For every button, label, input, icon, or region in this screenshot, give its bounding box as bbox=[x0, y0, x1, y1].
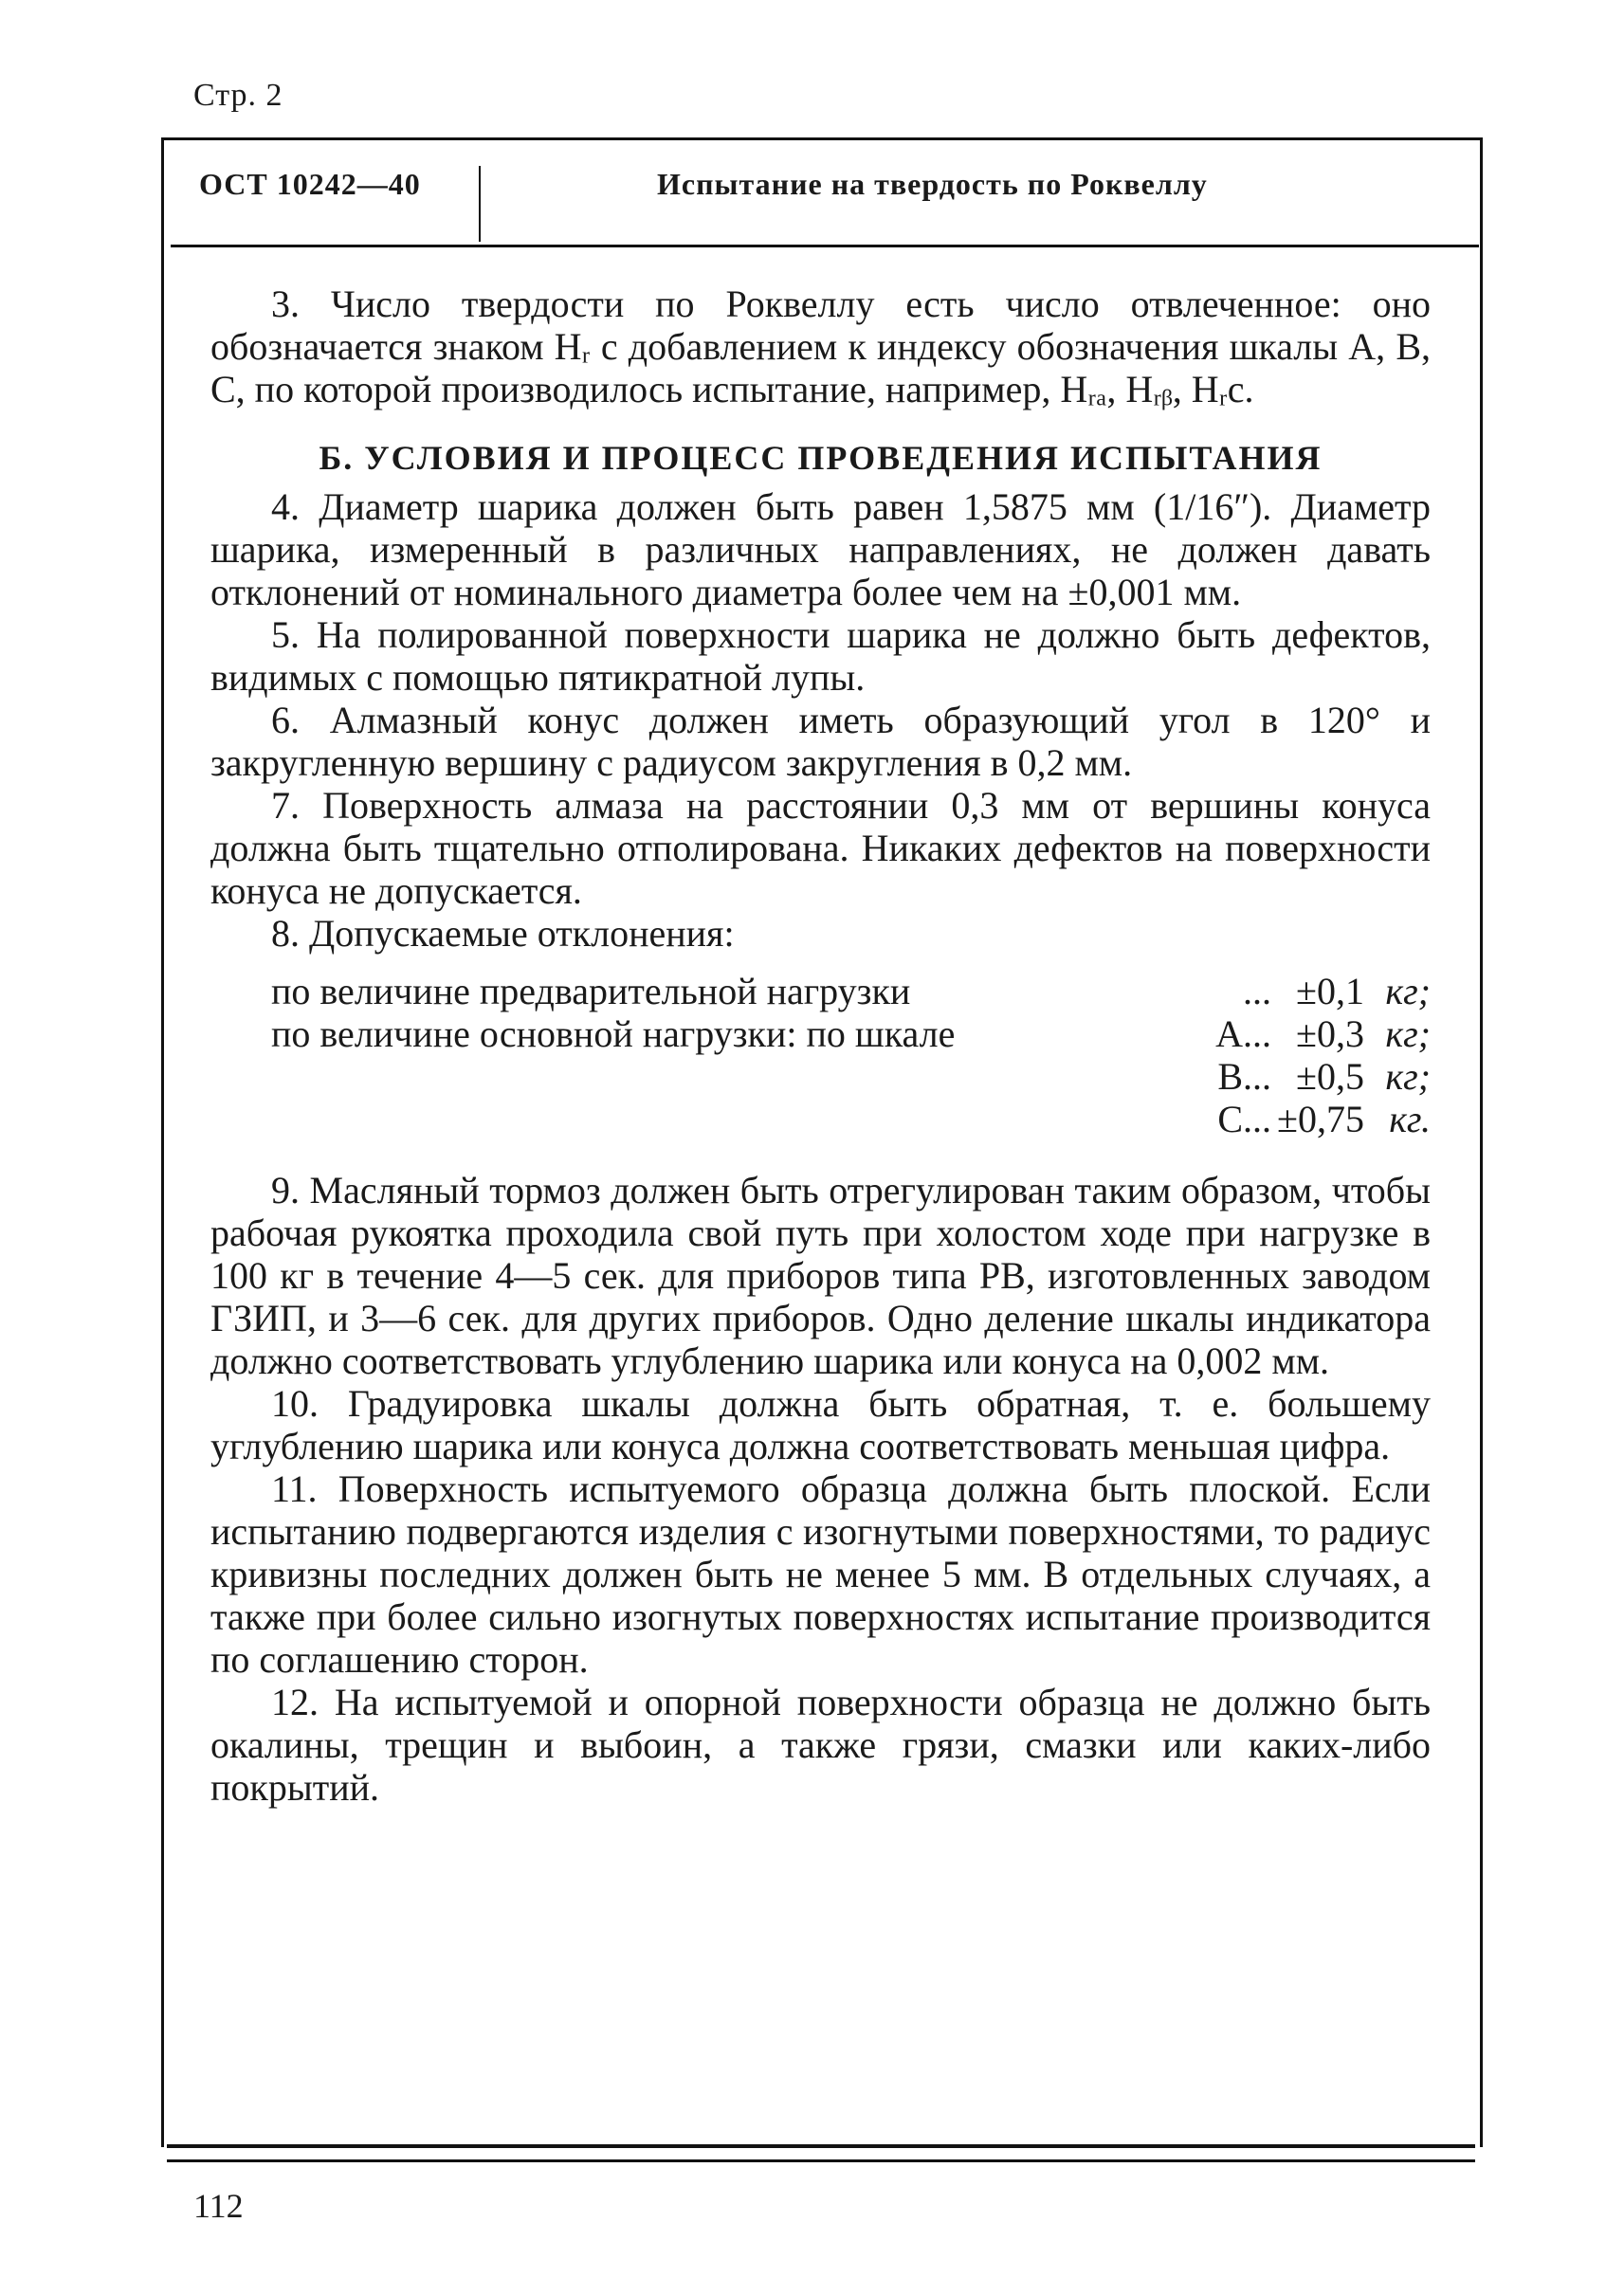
section-heading-b: Б. УСЛОВИЯ И ПРОЦЕСС ПРОВЕДЕНИЯ ИСПЫТАНИЯ bbox=[319, 439, 1323, 477]
header-top-rule bbox=[161, 137, 1480, 140]
deviation-value: ±0,3 bbox=[1296, 1012, 1364, 1055]
page-label: Стр. 2 bbox=[193, 78, 283, 113]
deviation-scale: A... bbox=[1215, 1012, 1271, 1055]
deviation-scale: B... bbox=[1217, 1055, 1271, 1098]
paragraph-5: 5. На полированной поверхности шарика не должно быть дефектов, видимых с помощью пятикратной лупы. bbox=[210, 613, 1431, 699]
deviation-row bbox=[210, 1055, 1431, 1098]
deviation-row bbox=[210, 1012, 1431, 1055]
deviation-row bbox=[210, 1098, 1431, 1140]
deviation-value: ±0,75 bbox=[1277, 1098, 1364, 1140]
deviation-unit: кг; bbox=[1385, 1055, 1431, 1098]
paragraph-6: 6. Алмазный конус должен иметь образующий угол в 120° и закругленную вершину с радиусом закругления в 0,2 мм. bbox=[210, 699, 1431, 784]
paragraph-8: 8. Допускаемые отклонения: bbox=[271, 912, 735, 955]
document-body bbox=[210, 282, 1431, 1809]
deviation-value: ±0,1 bbox=[1296, 970, 1364, 1012]
deviation-label: по величине предварительной нагрузки bbox=[271, 970, 911, 1012]
deviation-table bbox=[210, 970, 1431, 1140]
paragraph-4: 4. Диаметр шарика должен быть равен 1,5875 мм (1/16″). Диаметр шарика, измеренный в различных направлениях, не должен давать отклонений от номинального диаметра более чем на ±0,001 мм. bbox=[210, 485, 1431, 613]
footer-rule-lower bbox=[167, 2159, 1475, 2162]
document-title: Испытание на твердость по Роквеллу bbox=[657, 167, 1208, 201]
deviation-row bbox=[210, 970, 1431, 1012]
page-number: 112 bbox=[193, 2187, 244, 2225]
document-code: ОСТ 10242—40 bbox=[199, 167, 421, 201]
paragraph-12: 12. На испытуемой и опорной поверхности образца не должно быть окалины, трещин и выбоин, а также грязи, смазки или каких-либо покрытий. bbox=[210, 1681, 1431, 1809]
deviation-label: по величине основной нагрузки: по шкале bbox=[271, 1012, 956, 1055]
footer-rule-upper bbox=[167, 2144, 1475, 2148]
paragraph-7: 7. Поверхность алмаза на расстоянии 0,3 мм от вершины конуса должна быть тщательно отполирована. Никаких дефектов на поверхности конуса не допускается. bbox=[210, 784, 1431, 912]
deviation-unit: кг; bbox=[1385, 970, 1431, 1012]
deviation-scale: ... bbox=[1243, 970, 1271, 1012]
paragraph-11: 11. Поверхность испытуемого образца должна быть плоской. Если испытанию подвергаются изделия с изогнутыми поверхностями, то радиус кривизны последних должен быть не менее 5 мм. В отдельных случаях, а также при более сильно изогнутых поверхностях испытание производится по соглашению сторон. bbox=[210, 1467, 1431, 1681]
paragraph-9: 9. Масляный тормоз должен быть отрегулирован таким образом, чтобы рабочая рукоятка проходила свой путь при холостом ходе при нагрузке в 100 кг в течение 4—5 сек. для приборов типа РВ, изготовленных заводом ГЗИП, и 3—6 сек. для других приборов. Одно деление шкалы индикатора должно соответствовать углублению шарика или конуса на 0,002 мм. bbox=[210, 1169, 1431, 1382]
header-divider bbox=[479, 166, 481, 242]
deviation-value: ±0,5 bbox=[1296, 1055, 1364, 1098]
deviation-unit: кг; bbox=[1385, 1012, 1431, 1055]
deviation-unit: кг. bbox=[1389, 1098, 1431, 1140]
header-bottom-rule bbox=[171, 245, 1479, 247]
paragraph-10: 10. Градуировка шкалы должна быть обратная, т. е. большему углублению шарика или конуса должна соответствовать меньшая цифра. bbox=[210, 1382, 1431, 1467]
paragraph-3: 3. Число твердости по Роквеллу есть число отвлеченное: оно обозначается знаком Hᵣ с добавлением к индексу обозначения шкалы A, B, C, по которой производилось испытание, например, Hᵣₐ, Hᵣᵦ, Hᵣc. bbox=[210, 282, 1431, 410]
deviation-scale: C... bbox=[1217, 1098, 1271, 1140]
